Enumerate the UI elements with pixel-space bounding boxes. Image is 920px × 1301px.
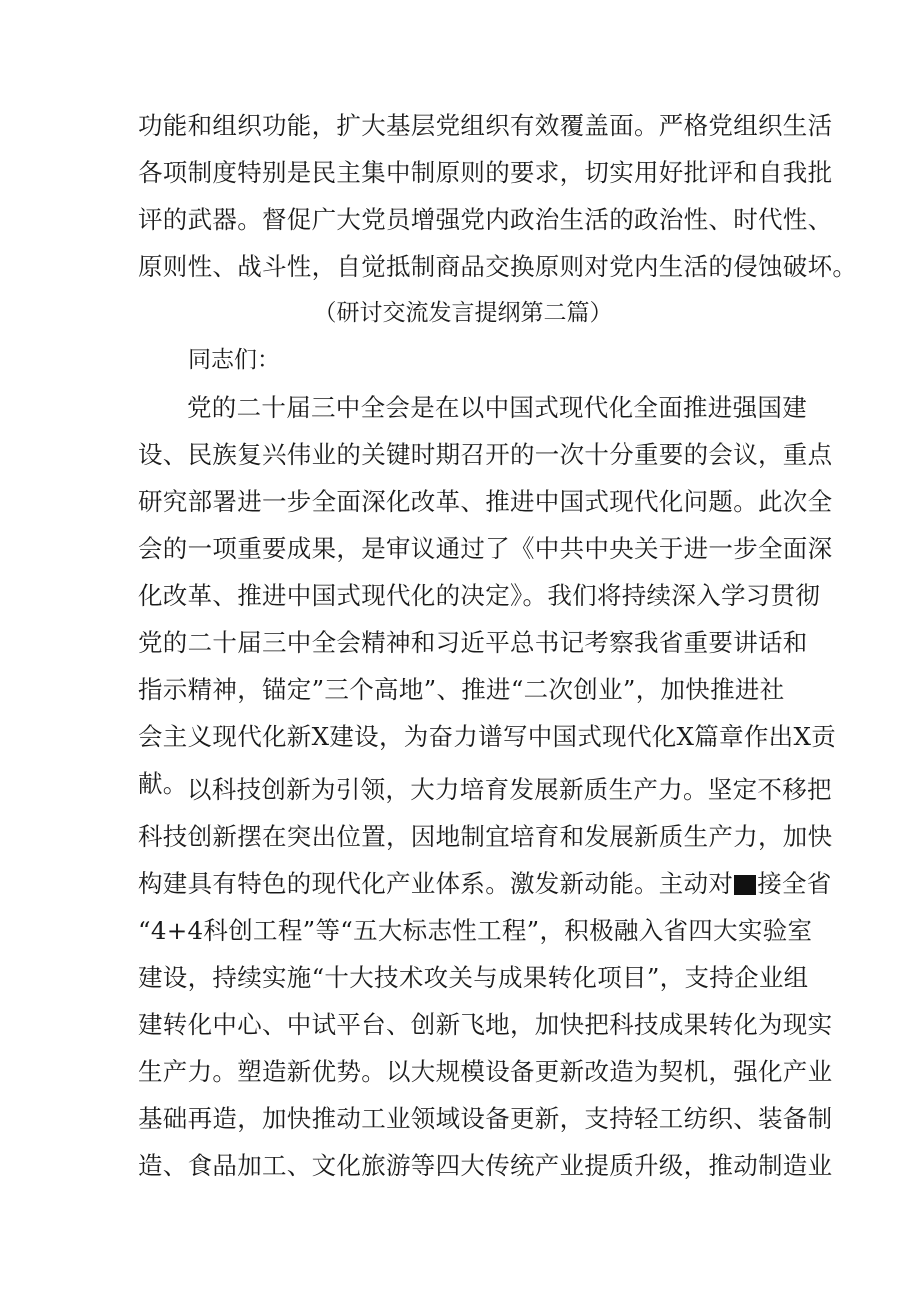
salutation: 同志们： — [188, 347, 280, 373]
text-line: 党的二十届三中全会精神和习近平总书记考察我省重要讲话和 — [138, 628, 808, 657]
text-fragment: 构建具有特色的现代化产业体系。激发新动能。主动对 — [138, 869, 734, 898]
text-line: 会主义现代化新X建设，为奋力谱写中国式现代化X篇章作出X贡 — [138, 722, 837, 751]
text-line: 指示精神，锚定”三个高地”、推进“二次创业”，加快推进社 — [138, 675, 785, 704]
section-heading: （研讨交流发言提纲第二篇） — [313, 300, 613, 326]
text-line: 建设，持续实施“十大技术攻关与成果转化项目”，支持企业组 — [138, 963, 809, 992]
text-line: 党的二十届三中全会是在以中国式现代化全面推进强国建 — [187, 393, 807, 422]
paragraph-tech — [138, 766, 833, 1189]
text-line: 基础再造，加快推动工业领域设备更新，支持轻工纺织、装备制 — [138, 1104, 833, 1133]
text-line: 化改革、推进中国式现代化的决定》。我们将持续深入学习贯彻 — [138, 581, 821, 610]
text-line: 会的一项重要成果，是审议通过了《中共中央关于进一步全面深 — [138, 534, 833, 563]
text-line — [138, 860, 832, 907]
text-line: 评的武器。督促广大党员增强党内政治生活的政治性、时代性、 — [138, 205, 833, 234]
text-line: 造、食品加工、文化旅游等四大传统产业提质升级，推动制造业 — [138, 1151, 833, 1180]
text-line: 献。 — [138, 769, 188, 798]
text-line: 生产力。塑造新优势。以大规模设备更新改造为契机，强化产业 — [138, 1057, 833, 1086]
text-line: 设、民族复兴伟业的关键时期召开的一次十分重要的会议，重点 — [138, 440, 833, 469]
text-line: 研究部署进一步全面深化改革、推进中国式现代化问题。此次全 — [138, 487, 833, 516]
text-line: 以科技创新为引领，大力培育发展新质生产力。坚定不移把 — [187, 775, 832, 804]
text-fragment: 接全省 — [757, 869, 832, 898]
paragraph-continued — [138, 102, 858, 290]
text-line: 科技创新摆在突出位置，因地制宜培育和发展新质生产力，加快 — [138, 822, 833, 851]
text-line: 原则性、战斗性，自觉抵制商品交换原则对党内生活的侵蚀破坏。 — [138, 252, 858, 281]
text-line: 建转化中心、中试平台、创新飞地，加快把科技成果转化为现实 — [138, 1010, 833, 1039]
text-line: 功能和组织功能，扩大基层党组织有效覆盖面。严格党组织生活 — [138, 111, 833, 140]
paragraph-intro — [138, 384, 837, 807]
redaction-mark — [734, 875, 756, 895]
text-line: 各项制度特别是民主集中制原则的要求，切实用好批评和自我批 — [138, 158, 833, 187]
text-line: “4+4科创工程”等“五大标志性工程”，积极融入省四大实验室 — [138, 916, 813, 945]
